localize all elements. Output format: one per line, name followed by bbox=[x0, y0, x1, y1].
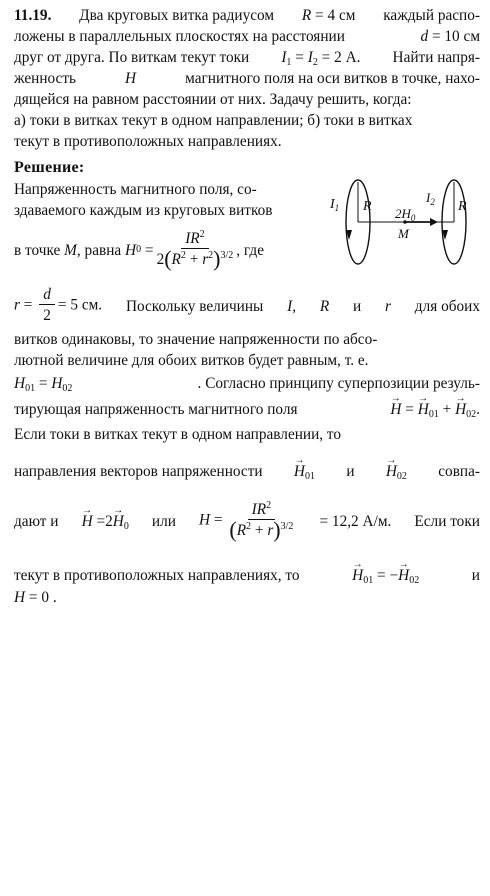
label-r-left: R bbox=[363, 199, 372, 214]
solution-line-9: Если токи в витках текут в одном направлении, то bbox=[14, 426, 342, 443]
label-i2: $I_2$ bbox=[426, 190, 435, 207]
solution-line-6: лютной величине для обоих витков будет равным, т. е. bbox=[14, 352, 369, 369]
formula-h0-line: в точке M , равна H 0 = $\frac{IR^2}{2(R^2 + r^2)^{3/2}}$ , где bbox=[14, 229, 264, 271]
formula-h-line: дают и → $H =2\to H_0$ или H = $\frac{IR^2}{(R^2 + r)^{3/2}}$ = 12,2 А/м. Если токи bbox=[14, 492, 480, 550]
solution-line-2: здаваемого каждым из круговых витков bbox=[14, 202, 273, 219]
solution-line-5: витков одинаковы, то значение напряженности по абсо- bbox=[14, 331, 378, 348]
problem-line-4: женность H магнитного поля на оси витков в точке, нахо- bbox=[14, 70, 480, 87]
label-m: M bbox=[398, 226, 409, 241]
problem-number: 11.19. bbox=[14, 7, 52, 24]
loops-diagram bbox=[318, 172, 478, 272]
loops-figure bbox=[318, 172, 478, 272]
h-fraction: $\frac{IR^2}{(R^2 + r)^{3/2}}$ bbox=[229, 500, 294, 542]
solution-line-8: тирующая напряженность магнитного поля → H = → $H_{01}$ + → $H_{02}$. bbox=[14, 400, 480, 419]
problem-line-3: друг от друга. По виткам текут токи $I_1 = I_2 = 2$ А. Найти напря- bbox=[14, 49, 480, 68]
solution-line-7: $H_{01} = H_{02}$ . Согласно принципу суперпозиции резуль- bbox=[14, 375, 480, 394]
formula-r-line: r = $\frac{d}{2}$ = 5 см. Поскольку величины I, R и r для обоих bbox=[14, 286, 480, 324]
problem-line-6: а) токи в витках текут в одном направлении; б) токи в витках bbox=[14, 112, 413, 129]
h0-fraction: $\frac{IR^2}{2(R^2 + r^2)^{3/2}}$ bbox=[156, 229, 234, 271]
solution-line-1: Напряженность магнитного поля, со- bbox=[14, 181, 257, 198]
problem-line-7: текут в противоположных направлениях. bbox=[14, 133, 282, 150]
problem-line-5: дящейся на равном расстоянии от них. Задачу решить, когда: bbox=[14, 91, 412, 108]
solution-line-12: текут в противоположных направлениях, то → $H_{01}$ = −→ $H_{02}$ и bbox=[14, 566, 480, 585]
problem-line-1: 11.19. Два круговых витка радиусом R = 4 см каждый распо- bbox=[14, 7, 480, 24]
solution-line-10: направления векторов напряженности → $H_{01}$ и → $H_{02}$ совпа- bbox=[14, 462, 480, 481]
label-2h0: $2H_0$ bbox=[395, 206, 416, 223]
label-i1: $I_1$ bbox=[330, 197, 340, 213]
solution-line-13: H = 0 . bbox=[14, 589, 57, 606]
h-vector-arrowhead bbox=[430, 218, 438, 226]
label-r-right: R bbox=[458, 199, 467, 214]
r-fraction: $\frac{d}{2}$ bbox=[39, 287, 55, 325]
solution-heading: Решение: bbox=[14, 159, 85, 176]
problem-line-2: ложены в параллельных плоскостях на расстоянии d = 10 см bbox=[14, 28, 480, 45]
